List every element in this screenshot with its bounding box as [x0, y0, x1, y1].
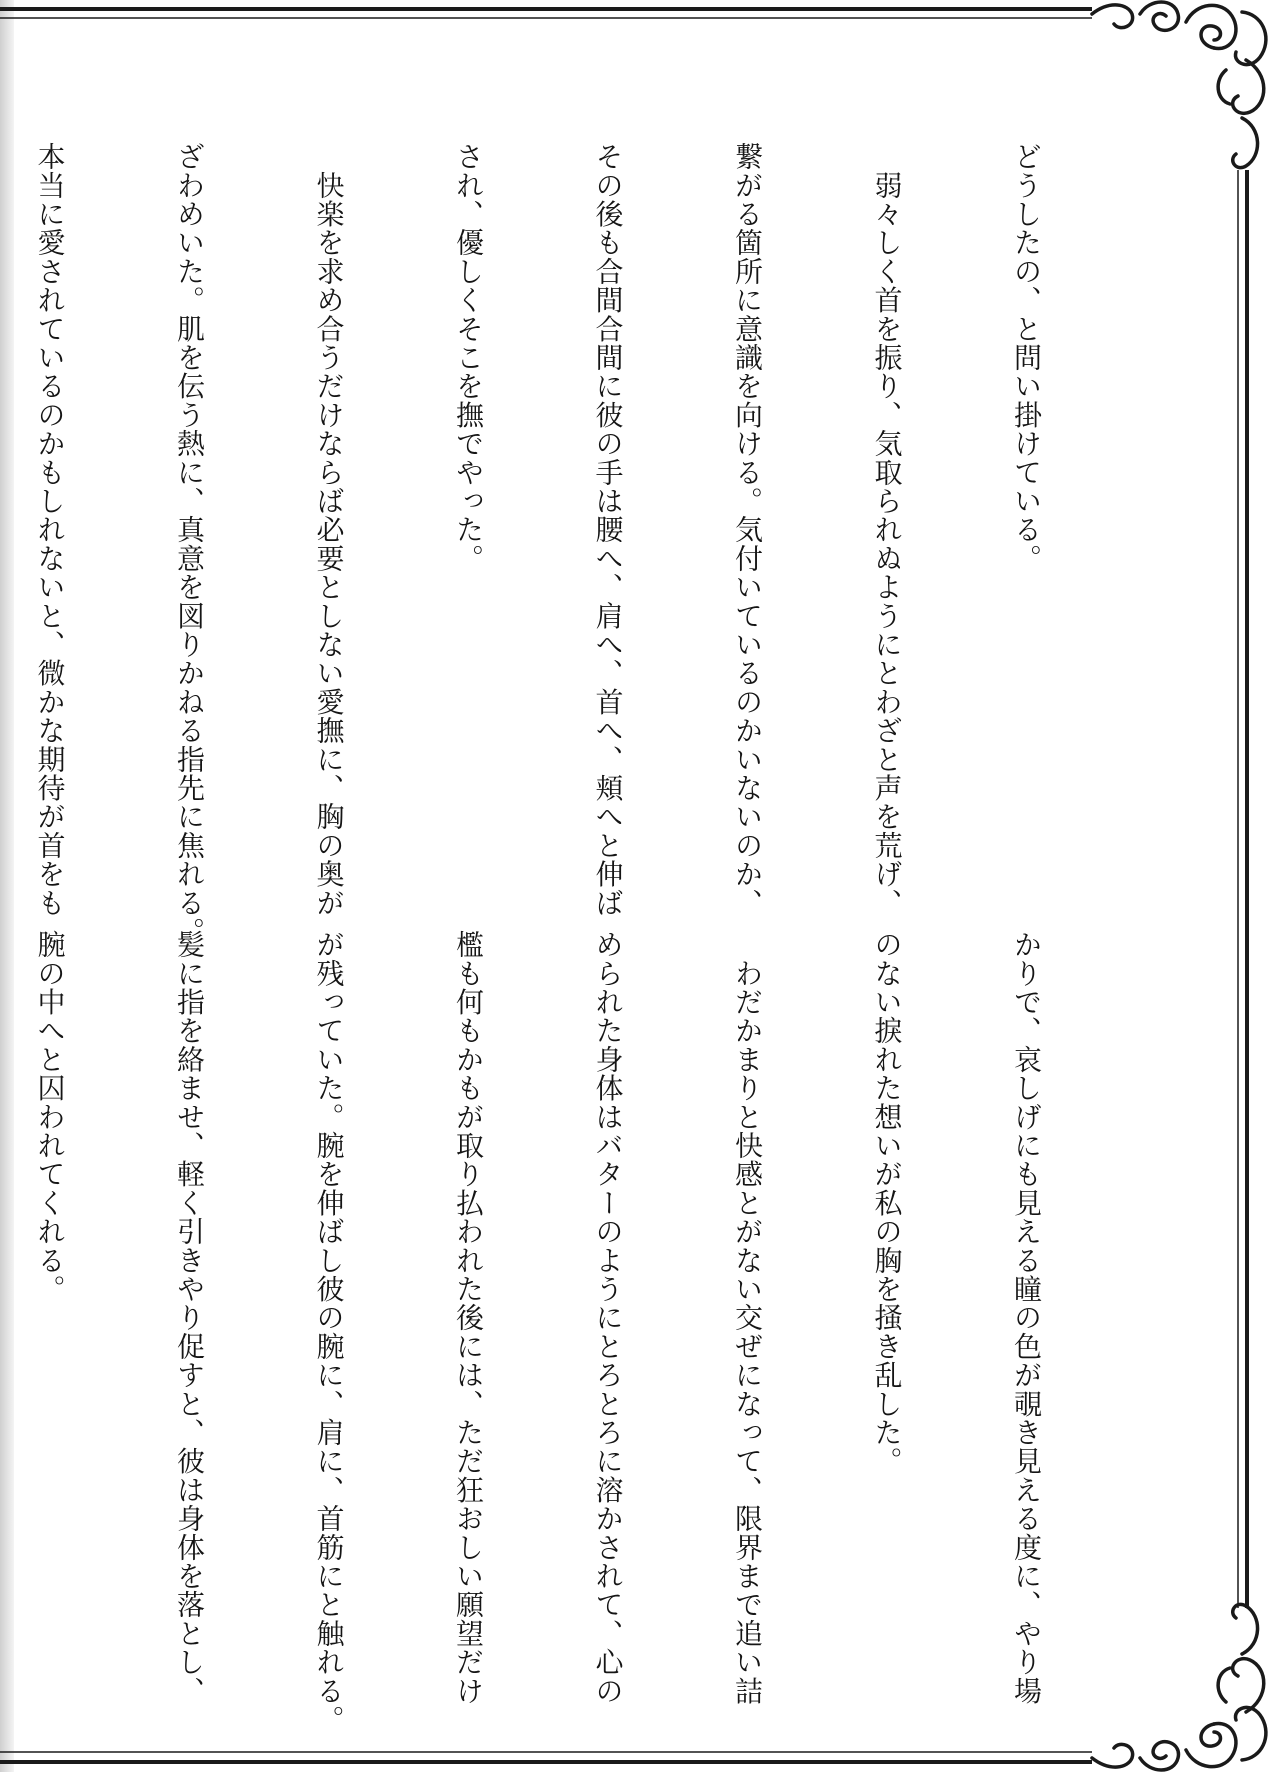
text-column: その後も合間合間に彼の手は腰へ、肩へ、首へ、頬へと伸ば	[591, 142, 625, 917]
text-column: ざわめいた。肌を伝う熱に、真意を図りかねる指先に焦れる。	[173, 142, 206, 946]
text-column: 檻も何もかもが取り払われた後には、ただ狂おしい願望だけ	[452, 930, 485, 1705]
text-column: 髪に指を絡ませ、軽く引きやり促すと、彼は身体を落とし、	[173, 930, 206, 1705]
text-column: められた身体はバターのようにとろとろに溶かされて、心の	[591, 930, 625, 1705]
text-column: わだかまりと快感とがない交ぜになって、限界まで追い詰	[731, 930, 764, 1705]
text-column: 本当に愛されているのかもしれないと、微かな期待が首をも	[33, 142, 67, 917]
text-column: どうしたの、と問い掛けている。	[1010, 142, 1043, 573]
upper-text-block	[0, 142, 1142, 946]
text-column: され、優しくそこを撫でやった。	[452, 142, 485, 573]
text-column: 腕の中へと囚われてくれる。	[33, 930, 67, 1304]
text-column: のない捩れた想いが私の胸を掻き乱した。	[870, 930, 904, 1476]
text-column: が残っていた。腕を伸ばし彼の腕に、肩に、首筋にと触れる。	[312, 930, 346, 1734]
text-column: 弱々しく首を振り、気取られぬようにとわざと声を荒げ、	[870, 142, 904, 917]
lower-text-block	[0, 930, 1142, 1734]
text-column: かりで、哀しげにも見える瞳の色が覗き見える度に、やり場	[1010, 930, 1043, 1705]
text-column: 繋がる箇所に意識を向ける。気付いているのかいないのか、	[731, 142, 764, 917]
text-column: 快楽を求め合うだけならば必要としない愛撫に、胸の奥が	[312, 142, 346, 917]
